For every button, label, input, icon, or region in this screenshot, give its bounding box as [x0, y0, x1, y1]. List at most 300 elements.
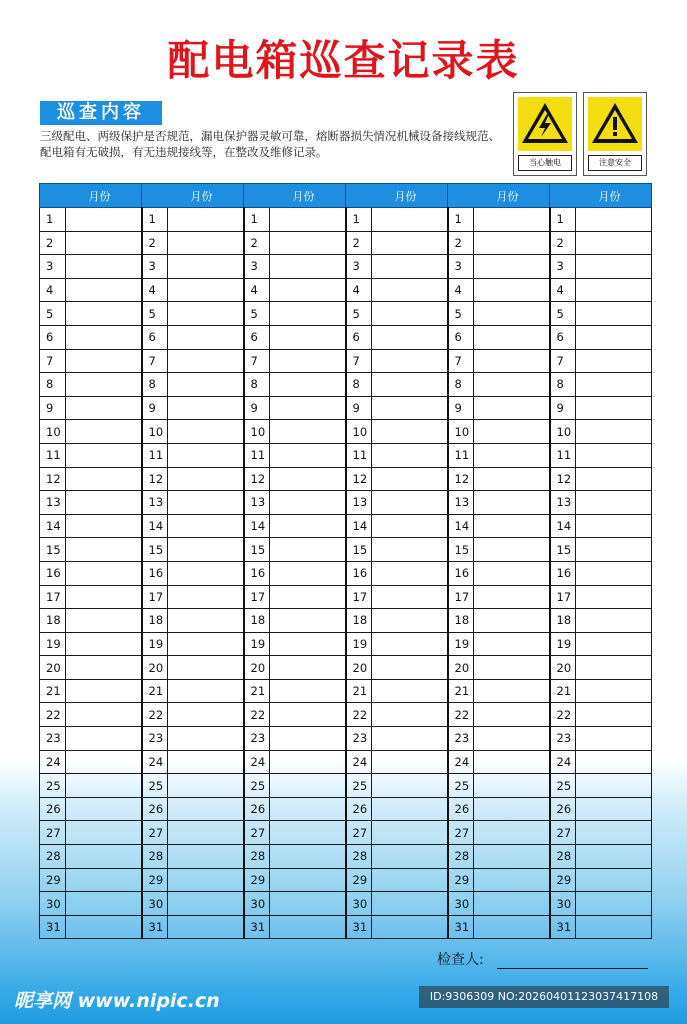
table-row [40, 703, 652, 727]
record-cell[interactable] [576, 585, 652, 609]
record-cell[interactable] [372, 278, 448, 302]
day-number: 20 [244, 656, 270, 680]
record-cell[interactable] [372, 679, 448, 703]
day-number: 15 [550, 538, 576, 562]
record-cell[interactable] [168, 514, 244, 538]
day-number: 26 [448, 797, 474, 821]
record-cell[interactable] [168, 349, 244, 373]
day-number: 27 [244, 821, 270, 845]
record-cell[interactable] [66, 561, 142, 585]
section-label: 巡查内容 [40, 101, 162, 125]
table-row [40, 255, 652, 279]
day-number: 2 [142, 231, 168, 255]
record-cell[interactable] [372, 208, 448, 232]
record-cell[interactable] [270, 632, 346, 656]
record-cell[interactable] [474, 231, 550, 255]
day-number: 5 [346, 302, 372, 326]
day-number: 20 [346, 656, 372, 680]
record-cell[interactable] [66, 208, 142, 232]
record-cell[interactable] [474, 915, 550, 939]
record-cell[interactable] [576, 750, 652, 774]
record-cell[interactable] [474, 845, 550, 869]
month-header-4 [346, 184, 448, 208]
day-number: 16 [550, 561, 576, 585]
record-cell[interactable] [372, 915, 448, 939]
day-number: 13 [448, 491, 474, 515]
record-cell[interactable] [372, 821, 448, 845]
page-title: 配电箱巡查记录表 [167, 36, 520, 85]
record-cell[interactable] [576, 538, 652, 562]
record-cell[interactable] [270, 278, 346, 302]
day-number: 29 [550, 868, 576, 892]
record-cell[interactable] [372, 632, 448, 656]
record-cell[interactable] [66, 585, 142, 609]
record-cell[interactable] [270, 443, 346, 467]
record-cell[interactable] [66, 278, 142, 302]
record-cell[interactable] [474, 420, 550, 444]
record-cell[interactable] [474, 609, 550, 633]
record-cell[interactable] [372, 703, 448, 727]
record-cell[interactable] [576, 325, 652, 349]
month-header-1 [40, 184, 142, 208]
record-cell[interactable] [372, 774, 448, 798]
record-cell[interactable] [66, 774, 142, 798]
record-cell[interactable] [270, 774, 346, 798]
record-cell[interactable] [66, 727, 142, 751]
record-cell[interactable] [474, 443, 550, 467]
day-number: 3 [40, 255, 66, 279]
record-cell[interactable] [168, 420, 244, 444]
record-cell[interactable] [576, 868, 652, 892]
record-cell[interactable] [270, 892, 346, 916]
record-cell[interactable] [270, 727, 346, 751]
record-cell[interactable] [270, 467, 346, 491]
record-cell[interactable] [372, 231, 448, 255]
day-number: 16 [244, 561, 270, 585]
record-cell[interactable] [576, 797, 652, 821]
record-cell[interactable] [270, 420, 346, 444]
day-number: 22 [550, 703, 576, 727]
day-number: 16 [346, 561, 372, 585]
record-cell[interactable] [576, 514, 652, 538]
record-cell[interactable] [270, 797, 346, 821]
day-number: 16 [40, 561, 66, 585]
record-cell[interactable] [474, 208, 550, 232]
record-cell[interactable] [372, 561, 448, 585]
day-number: 3 [448, 255, 474, 279]
day-number: 25 [448, 774, 474, 798]
record-cell[interactable] [576, 349, 652, 373]
record-cell[interactable] [168, 585, 244, 609]
day-number: 1 [244, 208, 270, 232]
record-cell[interactable] [474, 467, 550, 491]
record-cell[interactable] [372, 325, 448, 349]
record-cell[interactable] [270, 585, 346, 609]
record-cell[interactable] [66, 915, 142, 939]
day-number: 7 [550, 349, 576, 373]
day-number: 11 [244, 443, 270, 467]
day-number: 27 [550, 821, 576, 845]
record-cell[interactable] [66, 231, 142, 255]
month-label: 月份 [190, 189, 213, 203]
day-number: 2 [40, 231, 66, 255]
day-number: 8 [346, 373, 372, 397]
day-number: 21 [244, 679, 270, 703]
record-cell[interactable] [168, 255, 244, 279]
record-cell[interactable] [474, 821, 550, 845]
record-cell[interactable] [66, 491, 142, 515]
record-cell[interactable] [270, 373, 346, 397]
day-number: 12 [142, 467, 168, 491]
record-cell[interactable] [66, 538, 142, 562]
record-cell[interactable] [270, 845, 346, 869]
record-cell[interactable] [168, 231, 244, 255]
record-cell[interactable] [168, 797, 244, 821]
month-label: 月份 [88, 189, 111, 203]
record-cell[interactable] [168, 915, 244, 939]
record-cell[interactable] [66, 609, 142, 633]
record-cell[interactable] [168, 632, 244, 656]
day-number: 6 [346, 325, 372, 349]
record-cell[interactable] [168, 208, 244, 232]
record-cell[interactable] [372, 373, 448, 397]
day-number: 21 [346, 679, 372, 703]
record-cell[interactable] [372, 609, 448, 633]
record-cell[interactable] [270, 609, 346, 633]
record-cell[interactable] [66, 514, 142, 538]
record-cell[interactable] [66, 679, 142, 703]
record-cell[interactable] [576, 821, 652, 845]
day-number: 31 [40, 915, 66, 939]
inspector-signature-line[interactable] [497, 968, 648, 969]
day-number: 22 [346, 703, 372, 727]
day-number: 16 [142, 561, 168, 585]
record-cell[interactable] [66, 868, 142, 892]
record-cell[interactable] [66, 349, 142, 373]
month-header-5 [448, 184, 550, 208]
day-number: 14 [550, 514, 576, 538]
record-cell[interactable] [270, 325, 346, 349]
record-cell[interactable] [270, 302, 346, 326]
record-cell[interactable] [372, 845, 448, 869]
record-cell[interactable] [270, 514, 346, 538]
day-number: 4 [448, 278, 474, 302]
day-number: 9 [346, 396, 372, 420]
record-cell[interactable] [168, 868, 244, 892]
record-cell[interactable] [474, 373, 550, 397]
day-number: 29 [244, 868, 270, 892]
record-cell[interactable] [168, 845, 244, 869]
record-cell[interactable] [270, 349, 346, 373]
record-cell[interactable] [168, 656, 244, 680]
day-number: 18 [142, 609, 168, 633]
record-cell[interactable] [66, 373, 142, 397]
record-cell[interactable] [474, 727, 550, 751]
day-number: 16 [448, 561, 474, 585]
record-cell[interactable] [576, 373, 652, 397]
record-cell[interactable] [576, 632, 652, 656]
table-row [40, 396, 652, 420]
day-number: 13 [244, 491, 270, 515]
day-number: 23 [550, 727, 576, 751]
record-cell[interactable] [372, 467, 448, 491]
record-cell[interactable] [576, 420, 652, 444]
record-cell[interactable] [168, 467, 244, 491]
day-number: 8 [550, 373, 576, 397]
day-number: 12 [244, 467, 270, 491]
record-cell[interactable] [576, 727, 652, 751]
day-number: 29 [448, 868, 474, 892]
record-cell[interactable] [576, 255, 652, 279]
day-number: 10 [448, 420, 474, 444]
record-cell[interactable] [474, 255, 550, 279]
month-header-2 [142, 184, 244, 208]
record-cell[interactable] [576, 656, 652, 680]
day-number: 18 [448, 609, 474, 633]
record-cell[interactable] [168, 727, 244, 751]
table-row [40, 443, 652, 467]
record-cell[interactable] [270, 679, 346, 703]
record-cell[interactable] [372, 868, 448, 892]
record-cell[interactable] [168, 278, 244, 302]
day-number: 12 [346, 467, 372, 491]
day-number: 9 [448, 396, 474, 420]
record-cell[interactable] [372, 255, 448, 279]
record-cell[interactable] [270, 538, 346, 562]
record-cell[interactable] [474, 679, 550, 703]
table-row [40, 514, 652, 538]
table-row [40, 609, 652, 633]
day-number: 6 [448, 325, 474, 349]
inspector-label: 检查人: [437, 952, 484, 968]
record-cell[interactable] [474, 538, 550, 562]
day-number: 5 [550, 302, 576, 326]
record-cell[interactable] [168, 373, 244, 397]
record-cell[interactable] [372, 302, 448, 326]
record-cell[interactable] [168, 892, 244, 916]
record-cell[interactable] [372, 892, 448, 916]
day-number: 15 [244, 538, 270, 562]
record-cell[interactable] [372, 420, 448, 444]
day-number: 27 [142, 821, 168, 845]
record-cell[interactable] [168, 491, 244, 515]
month-label: 月份 [394, 189, 417, 203]
record-cell[interactable] [372, 750, 448, 774]
record-cell[interactable] [474, 656, 550, 680]
record-cell[interactable] [474, 491, 550, 515]
record-cell[interactable] [372, 514, 448, 538]
day-number: 8 [142, 373, 168, 397]
day-number: 14 [40, 514, 66, 538]
day-number: 4 [40, 278, 66, 302]
table-row [40, 774, 652, 798]
record-cell[interactable] [66, 467, 142, 491]
record-cell[interactable] [474, 632, 550, 656]
record-cell[interactable] [270, 703, 346, 727]
day-number: 7 [448, 349, 474, 373]
record-cell[interactable] [270, 915, 346, 939]
record-cell[interactable] [66, 396, 142, 420]
record-cell[interactable] [576, 491, 652, 515]
record-cell[interactable] [66, 420, 142, 444]
record-cell[interactable] [474, 561, 550, 585]
day-number: 3 [142, 255, 168, 279]
record-cell[interactable] [474, 396, 550, 420]
record-cell[interactable] [66, 821, 142, 845]
table-row [40, 420, 652, 444]
record-cell[interactable] [474, 514, 550, 538]
day-number: 10 [244, 420, 270, 444]
record-cell[interactable] [66, 632, 142, 656]
record-cell[interactable] [474, 349, 550, 373]
record-cell[interactable] [372, 727, 448, 751]
record-cell[interactable] [270, 396, 346, 420]
day-number: 27 [346, 821, 372, 845]
record-cell[interactable] [66, 750, 142, 774]
day-number: 31 [346, 915, 372, 939]
inspection-description: 三级配电、两级保护是否规范，漏电保护器灵敏可靠，熔断器损失情况机械设备接线规范、配电箱有无破损，有无违规接线等，在整改及维修记录。 [40, 129, 500, 159]
record-cell[interactable] [270, 656, 346, 680]
record-cell[interactable] [474, 703, 550, 727]
day-number: 30 [550, 892, 576, 916]
day-number: 6 [550, 325, 576, 349]
day-number: 24 [550, 750, 576, 774]
record-cell[interactable] [576, 302, 652, 326]
table-row [40, 231, 652, 255]
record-cell[interactable] [270, 231, 346, 255]
day-number: 25 [346, 774, 372, 798]
day-number: 9 [550, 396, 576, 420]
record-cell[interactable] [270, 561, 346, 585]
record-cell[interactable] [576, 231, 652, 255]
record-cell[interactable] [576, 561, 652, 585]
record-cell[interactable] [66, 656, 142, 680]
table-row [40, 467, 652, 491]
record-cell[interactable] [372, 656, 448, 680]
record-cell[interactable] [576, 609, 652, 633]
day-number: 27 [448, 821, 474, 845]
record-cell[interactable] [474, 892, 550, 916]
day-number: 26 [40, 797, 66, 821]
day-number: 31 [448, 915, 474, 939]
record-cell[interactable] [576, 679, 652, 703]
day-number: 24 [142, 750, 168, 774]
record-cell[interactable] [474, 325, 550, 349]
table-row [40, 821, 652, 845]
day-number: 7 [142, 349, 168, 373]
record-cell[interactable] [66, 797, 142, 821]
watermark-id: ID:9306309 NO:20260401123037417108 [419, 986, 669, 1008]
day-number: 2 [550, 231, 576, 255]
record-cell[interactable] [372, 396, 448, 420]
day-number: 18 [244, 609, 270, 633]
record-cell[interactable] [270, 208, 346, 232]
record-cell[interactable] [66, 892, 142, 916]
record-cell[interactable] [474, 278, 550, 302]
record-cell[interactable] [576, 892, 652, 916]
record-cell[interactable] [576, 703, 652, 727]
record-cell[interactable] [576, 915, 652, 939]
record-cell[interactable] [168, 750, 244, 774]
record-cell[interactable] [474, 774, 550, 798]
record-cell[interactable] [168, 396, 244, 420]
record-cell[interactable] [270, 821, 346, 845]
day-number: 2 [346, 231, 372, 255]
record-cell[interactable] [66, 255, 142, 279]
day-number: 15 [142, 538, 168, 562]
record-cell[interactable] [474, 868, 550, 892]
record-cell[interactable] [576, 208, 652, 232]
day-number: 26 [550, 797, 576, 821]
day-number: 23 [346, 727, 372, 751]
record-cell[interactable] [168, 538, 244, 562]
day-number: 1 [346, 208, 372, 232]
table-row [40, 892, 652, 916]
day-number: 28 [40, 845, 66, 869]
day-number: 19 [40, 632, 66, 656]
day-number: 28 [142, 845, 168, 869]
day-number: 4 [346, 278, 372, 302]
day-number: 24 [244, 750, 270, 774]
record-cell[interactable] [66, 302, 142, 326]
record-cell[interactable] [474, 585, 550, 609]
record-cell[interactable] [168, 821, 244, 845]
record-cell[interactable] [168, 703, 244, 727]
record-cell[interactable] [270, 750, 346, 774]
record-cell[interactable] [474, 302, 550, 326]
day-number: 2 [448, 231, 474, 255]
record-cell[interactable] [372, 443, 448, 467]
record-cell[interactable] [168, 679, 244, 703]
record-cell[interactable] [168, 561, 244, 585]
record-cell[interactable] [576, 396, 652, 420]
record-cell[interactable] [168, 443, 244, 467]
record-cell[interactable] [372, 585, 448, 609]
record-cell[interactable] [270, 255, 346, 279]
record-cell[interactable] [168, 774, 244, 798]
record-cell[interactable] [168, 325, 244, 349]
record-cell[interactable] [270, 491, 346, 515]
record-cell[interactable] [66, 443, 142, 467]
record-cell[interactable] [372, 349, 448, 373]
day-number: 4 [142, 278, 168, 302]
record-cell[interactable] [576, 774, 652, 798]
record-cell[interactable] [66, 703, 142, 727]
day-number: 12 [448, 467, 474, 491]
record-cell[interactable] [372, 538, 448, 562]
record-cell[interactable] [168, 609, 244, 633]
record-cell[interactable] [576, 278, 652, 302]
record-cell[interactable] [372, 797, 448, 821]
day-number: 3 [244, 255, 270, 279]
table-row [40, 491, 652, 515]
record-cell[interactable] [66, 325, 142, 349]
table-row [40, 915, 652, 939]
day-number: 15 [346, 538, 372, 562]
record-cell[interactable] [474, 797, 550, 821]
record-cell[interactable] [270, 868, 346, 892]
day-number: 31 [142, 915, 168, 939]
day-number: 1 [550, 208, 576, 232]
record-cell[interactable] [576, 845, 652, 869]
record-cell[interactable] [66, 845, 142, 869]
record-cell[interactable] [576, 467, 652, 491]
record-cell[interactable] [576, 443, 652, 467]
table-row [40, 349, 652, 373]
record-cell[interactable] [474, 750, 550, 774]
record-cell[interactable] [168, 302, 244, 326]
record-cell[interactable] [372, 491, 448, 515]
